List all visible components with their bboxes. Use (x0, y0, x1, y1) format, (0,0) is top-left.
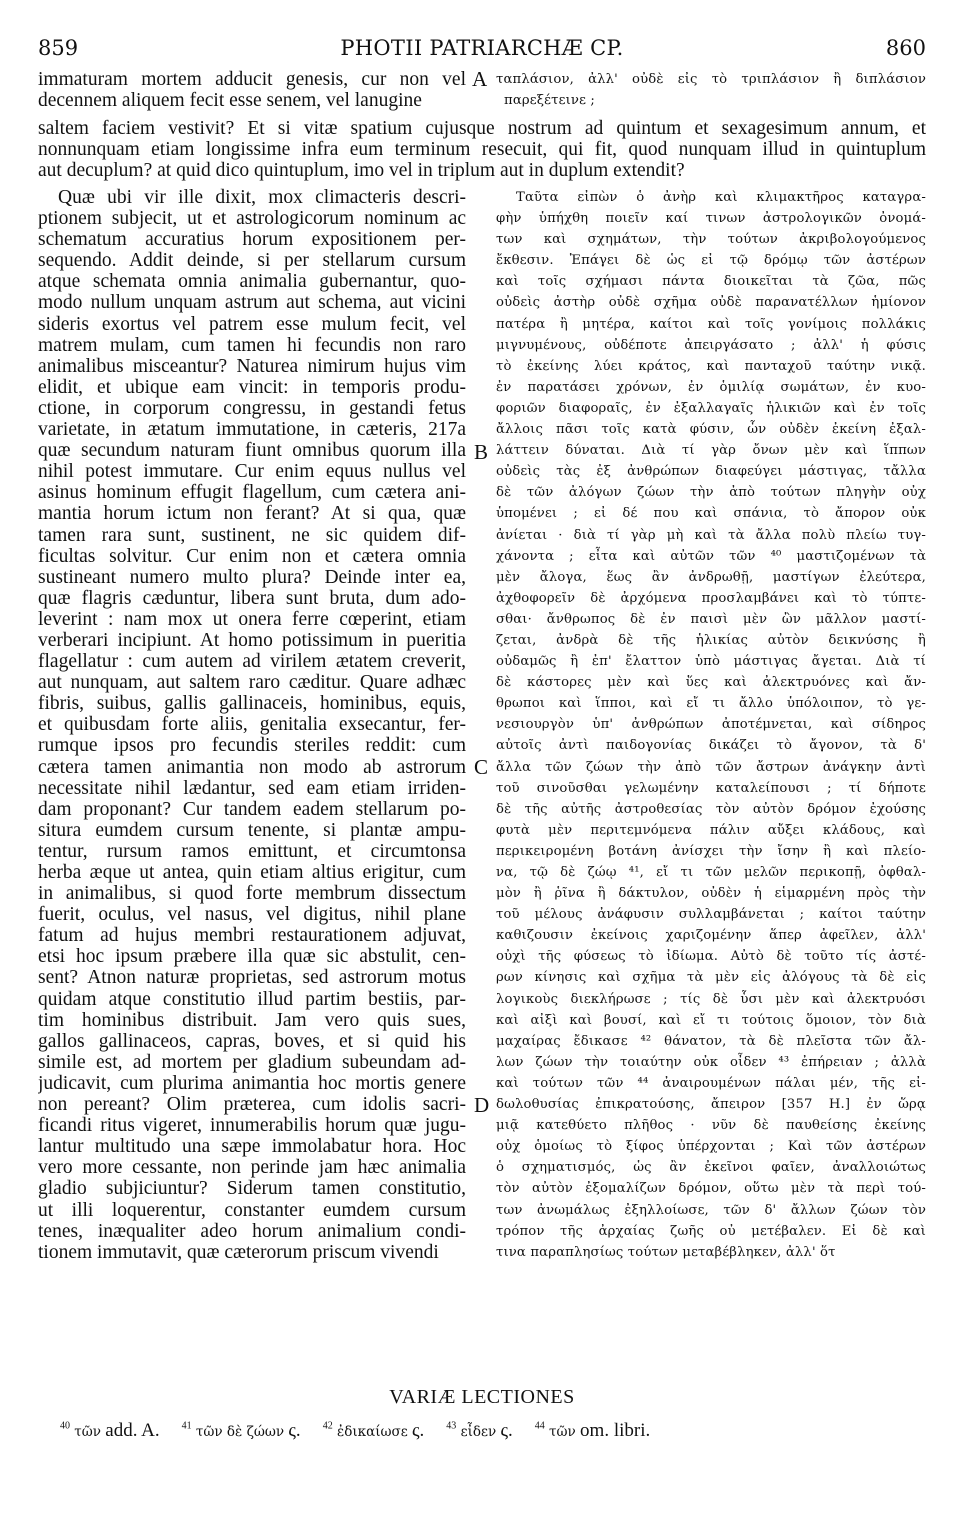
greek-line: τὸ ἐκείνης λύει κράτος, καὶ πανταχοῦ ταύτην νικᾷ. (496, 358, 926, 374)
full-line: nonnunquam etiam longissime infra eum terminum resecuit, qui fit, quod nunquam illud in quintuplum (38, 139, 926, 161)
latin-line: sent? Atnon naturæ proprietas, sed astrorum motus (38, 967, 466, 989)
note-greek: εἶδεν (456, 1424, 501, 1440)
latin-line: quæ flagris cæduntur, libera sunt bruta, dum ado- (38, 587, 466, 609)
greek-line: νεσιουργὸν ὑπ' ἀνθρώπων ἀποτέμνεται, καὶ σίδηρος (496, 717, 926, 733)
margin-marker-d: D (474, 1093, 490, 1117)
greek-line: λάττειν δύναται. Διὰ τί γὰρ ὄνων μὲν καὶ ἵππων (496, 443, 926, 459)
latin-line: leverint : nam mox ut onera ferre cœperint, etiam (38, 608, 466, 630)
greek-line: ἔκθεσιν. Ἐπάγει δὲ ὡς εἰ τῷ δρόμῳ τῶν ἀστέρων (496, 253, 926, 269)
greek-line: καὶ τοῖς σχήμασι πάντα διοικεῖται τὰ ζῶα, πῶς (496, 274, 926, 290)
greek-line: δὲ κάστορες μὲν καὶ ὕες καὶ ἀλεκτρυόνες καὶ ἄν- (496, 675, 926, 691)
greek-line: ἐν παρατάσει χρόνων, ἐν ὁμιλίᾳ σωμάτων, ἐν κυο- (496, 379, 926, 395)
greek-line: καθιζουσιν ἐκείνοις χαριζομένην ἅπερ ἀφεῖλεν, ἀλλ' (496, 928, 926, 944)
latin-line: ptionem subjecit, ut et astrologicorum nominum ac (38, 208, 466, 230)
latin-line: tenes, inæqualiter adeo horum animalium condi- (38, 1220, 466, 1242)
greek-line: ταπλάσιον, ἀλλ' οὐδὲ εἰς τὸ τριπλάσιον ἢ διπλάσιον (496, 72, 926, 87)
greek-line: ἄλλοις πᾶσι τοῖς κατὰ φύσιν, ὧν οὐδὲν ἐκείνη ἐξαλ- (496, 422, 926, 438)
page-number-left: 859 (38, 36, 79, 60)
latin-line: mantia horum ictum non ferant? At si qua, quæ (38, 503, 466, 525)
latin-line: lantur multitudo una sæpe immolabatur hora. Hoc (38, 1136, 466, 1158)
greek-line: θρωποι καὶ ἵπποι, καὶ εἴ τι ἄλλο ὑπόλοιπον, τὸ γε- (496, 696, 926, 712)
variant-note (182, 1420, 301, 1441)
latin-line: ut illi loquerentur, constanter eumdem cursum (38, 1199, 466, 1221)
greek-line: παρεξέτεινε ; (504, 93, 595, 109)
note-latin: ς. (288, 1420, 301, 1441)
latin-line: aut nunquam, aut saltem raro cæditur. Quare adhæc (38, 672, 466, 694)
greek-line: τοῦ μέλους ἀνάφυσιν συλλαμβάνεται ; καίτοι ταύτην (496, 907, 926, 923)
greek-line: οὐδεὶς τὰς ἐξ ἀνθρώπων διαφεύγει μάστιγας, τἄλλα (496, 464, 926, 480)
latin-line: necessitate nihil lædantur, sed eam etiam irriden- (38, 777, 466, 799)
latin-line: quæ secundum naturam fiunt omnibus quorum illa (38, 440, 466, 462)
greek-line: χάνοντα ; εἶτα καὶ αὐτῶν τῶν ⁴⁰ μαστιζομένων τὰ (496, 548, 926, 564)
top-latin-lines (38, 69, 466, 111)
greek-line: καὶ αἰξὶ καὶ βουσί, καὶ εἴ τι τούτοις ὅμοιον, τὸν διὰ (496, 1012, 926, 1028)
running-header (38, 36, 926, 64)
latin-line: gallos gallinaceos, capras, boves, et si quid his (38, 1030, 466, 1052)
greek-line: φυτὰ μὲν περιτεμνόμενα πάλιν αὔξει κλάδους, καὶ (496, 822, 926, 838)
latin-line: animalibus misceantur? Naturea nimirum hujus vim (38, 355, 466, 377)
note-greek: ἐδικαίωσε (332, 1424, 412, 1440)
latin-line: nihil potest immutare. Cur enim equus nullus vel (38, 461, 466, 483)
margin-marker-b: B (474, 440, 489, 464)
greek-line: Ταῦτα εἰπὼν ὁ ἀνὴρ καὶ κλιμακτῆρος καταγρα- (516, 190, 926, 205)
latin-line: non pereant? Olim præterea, cum idolis sacri- (38, 1094, 466, 1116)
note-number: 43 (446, 1420, 457, 1432)
margin-marker-a: A (472, 67, 488, 91)
variant-note (535, 1420, 650, 1441)
latin-line: herba æque ut antea, quin etiam altius erigitur, cum (38, 862, 466, 883)
greek-line: τοῦ σινοῦσθαι γελωμένην καταλείπουσι ; τί δήποτε (496, 780, 926, 796)
greek-line: μιᾷ κατεθύετο πλῆθος · νῦν δὲ παυθείσης ἐκείνης (496, 1118, 926, 1134)
latin-line: fibris, suibus, gallis gallinaceis, hominibus, equis, (38, 693, 466, 715)
note-latin: ς. (500, 1420, 513, 1441)
variae-lectiones-notes (60, 1420, 672, 1442)
greek-line: οὐχ ὁμοίως τὸ ξίφος ὑπέρχονται ; Καὶ τῶν ἀστέρων (496, 1139, 926, 1155)
full-line: aut decuplum? at quid dico quintuplum, imo vel in triplum aut in duplum extendit? (38, 160, 685, 182)
variae-lectiones-title: VARIÆ LECTIONES (389, 1386, 575, 1408)
greek-line: μαχαίρας ἔδικασε ⁴² θάνατον, τὰ δὲ πλεῖστα τῶν ἄλ- (496, 1033, 926, 1049)
greek-line: αὐτοῖς ἀντὶ παιδογονίας δικάζει τὸ ἄγονον, τὰ δ' (496, 738, 926, 754)
greek-line: μὸν ἢ ῥῖνα ἢ δάκτυλον, οὐδὲν ἡ εἱμαρμένη πρὸς τὴν (496, 886, 926, 902)
latin-line: verberari incipiunt. At homo potissimum in pueritia (38, 629, 466, 651)
latin-line: schematum accuratius horum expositionem per- (38, 229, 466, 251)
greek-line: ἀνίεται · διὰ τί γὰρ μὴ καὶ τὰ ἄλλα πολὺ πλείω τυγ- (496, 527, 926, 543)
latin-line: asinus hominum effugit flagellum, cum cætera ani- (38, 482, 466, 504)
note-greek: τῶν δὲ ζώων (191, 1424, 289, 1440)
latin-line: judicavit, cum plurima animantia hoc mortis genere (38, 1072, 466, 1094)
note-number: 42 (322, 1420, 333, 1432)
latin-line: decennem aliquem fecit esse senem, vel lanugine (38, 90, 422, 112)
latin-column (38, 187, 466, 1263)
greek-line: των ἀνωμάλως ἐξηλλοίωσε, τῶν δ' ἄλλων ζώων τὸν (496, 1202, 926, 1218)
note-greek: τῶν (544, 1424, 581, 1440)
greek-line: των καὶ σχημάτων, τὴν τούτων ἀκριβολογούμενος (496, 232, 926, 248)
latin-line: fuerit, oculus, vel nasus, vel digitus, nihil plane (38, 904, 466, 926)
greek-line: φοριῶν διαφοραῖς, ἐν ἐξαλλαγαῖς ἡλικιῶν καὶ ἐν τοῖς (496, 400, 926, 416)
full-line: saltem faciem vestivit? Et si vitæ spatium cujusque nostrum ad quintum et sexagesimum annum, et (38, 118, 926, 139)
variant-note (60, 1420, 160, 1441)
greek-line: δὲ τῆς αὐτῆς ἀστροθεσίας τὸν αὐτὸν δρόμον ἐχούσης (496, 801, 926, 817)
note-latin: ς. (412, 1420, 425, 1441)
note-latin: add. A. (105, 1420, 160, 1441)
greek-line: μὲν ἄλογα, ἕως ἂν ἀνδρωθῇ, μαστίγων ἐλεύτερα, (496, 569, 926, 585)
note-number: 41 (181, 1420, 192, 1432)
greek-line: μιγνυμένους, οὐδέποτε ἀπειργάσατο ; ἀλλ' ἡ φύσις (496, 337, 926, 353)
greek-line: λογικοὺς διεκλήρωσε ; τίς δὲ ὗσι μὲν καὶ ἀλεκτρυόσι (496, 991, 926, 1007)
latin-line: tim hominibus distribuit. Jam vero quis sues, (38, 1009, 466, 1031)
greek-line: να, τῷ δὲ ζώῳ ⁴¹, εἴ τι τῶν μελῶν περικοπῇ, ὀφθαλ- (496, 865, 926, 880)
running-title: PHOTII PATRIARCHÆ CP. (340, 36, 624, 60)
latin-line: immaturam mortem adducit genesis, cur non vel (38, 69, 466, 90)
note-number: 40 (60, 1420, 70, 1432)
latin-line: dam proponant? Cur tandem eadem stellarum po- (38, 798, 466, 820)
latin-line: matrem mulam, cum tamen hi fecundis non raro (38, 334, 466, 356)
latin-line: tentur, rursum ramos emittunt, et circumtonsa (38, 840, 466, 862)
greek-line: δωλοθυσίας ἐπικρατούσης, ἄπειρον [357 H.] ἐν ὥρᾳ (496, 1097, 926, 1113)
latin-line: sideris exortus vel patrem esse mulum fecit, vel (38, 313, 466, 335)
latin-line: Quæ ubi vir ille dixit, mox climacteris descri- (58, 187, 466, 208)
latin-line: tionem immutavit, quæ cæterorum priscum vivendi (38, 1241, 439, 1263)
greek-line: ζεται, ἀνδρὰ δὲ τῆς ἡλικίας αὐτὸν δεικνύσης ἢ (496, 632, 926, 648)
page-number-right: 860 (885, 36, 926, 60)
greek-line: ἀχθοφορεῖν δὲ ἀρχόμενα προσλαμβάνει καὶ τὸ τύπτε- (496, 590, 926, 606)
latin-line: modo nullum unquam astrum aut schema, aut vicini (38, 292, 466, 314)
top-greek-lines (496, 69, 926, 111)
latin-line: gladio subjiciuntur? Siderum tamen constitutio, (38, 1178, 466, 1200)
greek-line: τινα παραπλησίως τούτων μεταβέβληκεν, ἀλλ' ὅτ (496, 1244, 836, 1260)
greek-line: πατέρα ἢ μητέρα, καίτοι καὶ τοῖς γονίμοις πολλάκις (496, 316, 926, 332)
greek-line: ὁ σχηματισμός, ὡς ἂν ἐκεῖνοι φαῖεν, ἀναλλοιώτως (496, 1160, 926, 1176)
margin-marker-c: C (474, 755, 489, 779)
latin-line: simile est, ad mortem per gladium subeundam ad- (38, 1051, 466, 1073)
latin-line: elidit, et ubique eam vincit: in temporis produ- (38, 376, 466, 398)
greek-line: περικειρομένη βοτάνη ἀνίσχει τὴν ἴσην ἢ καὶ πλείο- (496, 843, 926, 859)
greek-line: οὐδεὶς ἀστὴρ οὐδὲ σχῆμα οὐδὲ παρανατέλλων ἡμίονον (496, 295, 926, 311)
latin-line: vero more cessante, non perinde jam hæc animalia (38, 1157, 466, 1179)
latin-line: ficultas solvitur. Cur enim non et cætera omnia (38, 545, 466, 567)
greek-line: δὲ τῶν ἀλόγων ζώων τὴν ἀπὸ τούτων πληγὴν οὐχ (496, 485, 926, 501)
latin-line: sequendo. Addit deinde, si per stellarum cursum (38, 250, 466, 272)
greek-line: ἄλλα τῶν ζώων τὴν ἀπὸ τῶν ἄστρων ἀνάγκην ἀντὶ (496, 759, 926, 775)
latin-line: varietate, in ætatum immutatione, in cæteris, 217a (38, 419, 466, 441)
greek-line: οὐδαμῶς ἢ ἐπ' ἔλαττον ὑπὸ μάστιγας ἄγεται. Διὰ τί (496, 654, 926, 670)
note-greek: τῶν (70, 1424, 106, 1440)
greek-line: σθαι· ἄνθρωπος δὲ ἐν παισὶ μὲν ὢν μᾶλλον μαστί- (496, 611, 926, 627)
greek-line: καὶ τούτων τῶν ⁴⁴ ἀναιρουμένων πάλαι μέν, τῆς εἰ- (496, 1075, 926, 1091)
greek-column (496, 187, 926, 1263)
greek-line: τρόπον τῆς ἀρχαίας ζωῆς οὐ μετέβαλεν. Εἰ δὲ καὶ (496, 1223, 926, 1239)
note-number: 44 (534, 1420, 545, 1432)
latin-line: ctione, in corporum congressu, in gestandi fetus (38, 397, 466, 419)
greek-line: ρων κίνησις καὶ σχῆμα τὰ μὲν εἰς ἀλόγους τὰ δὲ εἰς (496, 970, 926, 986)
greek-line: φὴν ὑπήχθη ποιεῖν καί τινων ἀστρολογικῶν ὀνομά- (496, 211, 926, 227)
greek-line: τὸν αὐτὸν ἐξομαλίζων δρόμον, οὕτω μὲν τὰ περὶ τού- (496, 1181, 926, 1197)
greek-line: ὑπομένει ; εἰ δέ που καὶ σπάνια, τὸ ἄπορον οὐκ (496, 506, 926, 522)
variant-note (323, 1420, 425, 1441)
latin-line: ficandi ritus vigeret, innumerabilis horum quæ jugu- (38, 1115, 466, 1137)
note-latin: om. libri. (580, 1420, 651, 1441)
latin-line: in animalibus, si quod forte membrum dissectum (38, 883, 466, 905)
latin-line: flagellatur : cum autem ad virilem ætatem creverit, (38, 651, 466, 673)
greek-line: οὐχὶ τῆς φύσεως τὸ ἰδίωμα. Αὐτὸ δὲ τοῦτο τίς ἀστέ- (496, 949, 926, 965)
variant-note (446, 1420, 512, 1441)
latin-line: rumque ipsos pro fecundis steriles reddit: cum (38, 735, 466, 757)
latin-line: tamen rara sunt, sustinent, ne sic quidem dif- (38, 524, 466, 546)
latin-line: cætera tamen animantia non modo ab astrorum (38, 756, 466, 778)
latin-line: situra eumdem cursum tenente, si plantæ ampu- (38, 819, 466, 841)
latin-line: sustineant numero multo plura? Deinde inter ea, (38, 566, 466, 588)
latin-line: et quibusdam forte aliis, genitalia exsecantur, fer- (38, 714, 466, 736)
latin-line: quidam atque constitutio illud partim bestiis, par- (38, 988, 466, 1010)
latin-line: etsi hoc ipsum præbere illa quæ sic abstulit, cen- (38, 946, 466, 968)
latin-line: fatum ad hujus membri restaurationem adjuvat, (38, 925, 466, 947)
latin-line: atque schemata omnia animalia gubernantur, quo- (38, 271, 466, 293)
greek-line: λων ζώων τὴν τοιαύτην οὐκ οἶδεν ⁴³ ἐπήρειαν ; ἀλλὰ (496, 1054, 926, 1070)
full-width-paragraph (38, 118, 926, 181)
